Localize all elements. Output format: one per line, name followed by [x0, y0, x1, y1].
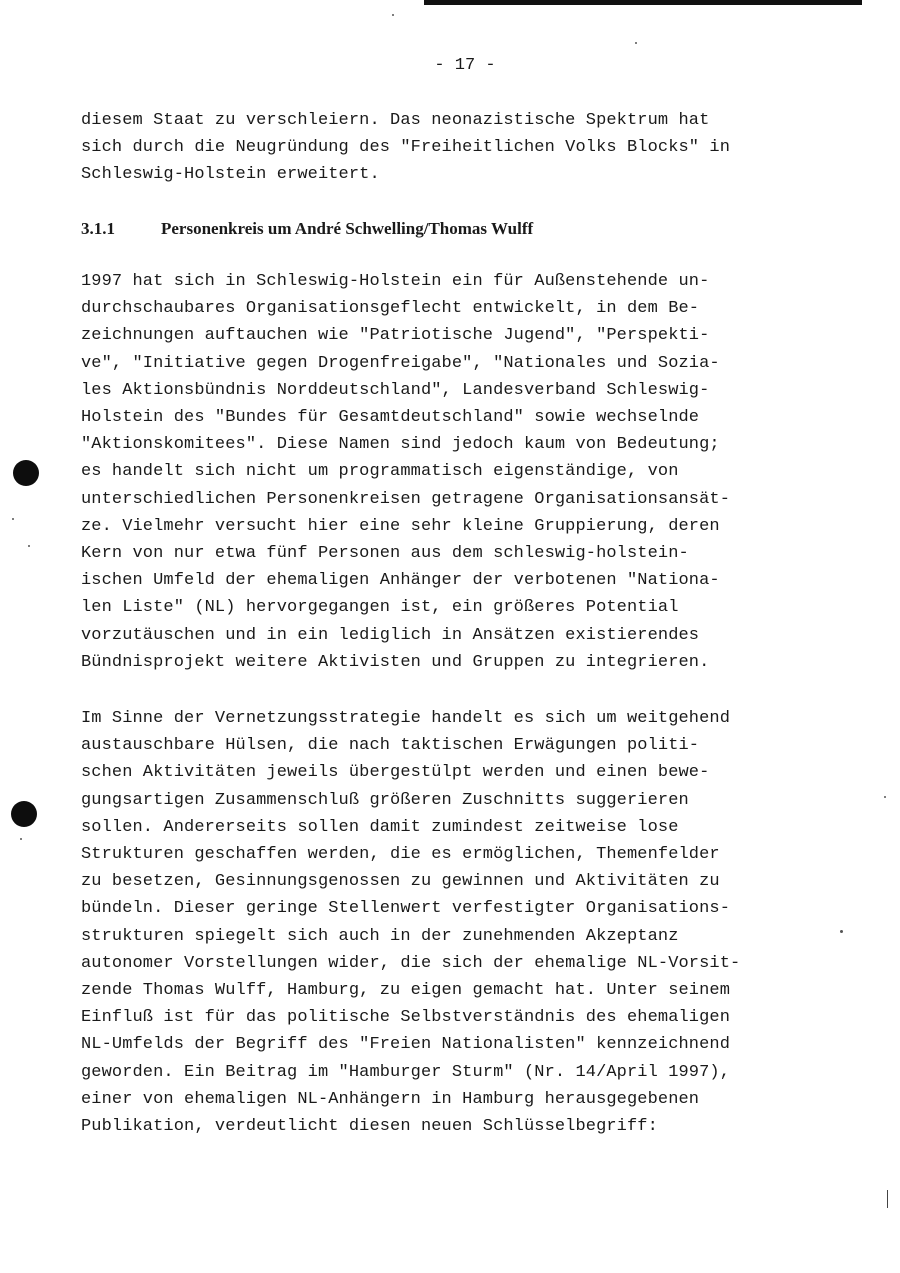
section-heading [81, 219, 533, 239]
text-line: Bündnisprojekt weitere Aktivisten und Gruppen zu integrieren. [81, 652, 710, 672]
text-line: geworden. Ein Beitrag im "Hamburger Sturm" (Nr. 14/April 1997), [81, 1062, 731, 1082]
text-line: sollen. Andererseits sollen damit zumindest zeitweise lose [81, 817, 679, 837]
text-line: NL-Umfelds der Begriff des "Freien Nationalisten" kennzeichnend [81, 1035, 731, 1055]
section-number: 3.1.1 [81, 219, 115, 238]
text-line: es handelt sich nicht um programmatisch eigenständige, von [81, 462, 679, 482]
text-line: austauschbare Hülsen, die nach taktischen Erwägungen politi- [81, 736, 700, 756]
text-line: len Liste" (NL) hervorgegangen ist, ein größeres Potential [81, 598, 679, 618]
text-line: les Aktionsbündnis Norddeutschland", Landesverband Schleswig- [81, 380, 710, 400]
text-line: Publikation, verdeutlicht diesen neuen Schlüsselbegriff: [81, 1117, 658, 1137]
text-line: durchschaubares Organisationsgeflecht entwickelt, in dem Be- [81, 299, 700, 319]
text-line: zende Thomas Wulff, Hamburg, zu eigen gemacht hat. Unter seinem [81, 981, 731, 1001]
text-line: zu besetzen, Gesinnungsgenossen zu gewinnen und Aktivitäten zu [81, 872, 720, 892]
paragraph-organisation [81, 268, 791, 676]
section-title: Personenkreis um André Schwelling/Thomas Wulff [161, 219, 534, 238]
scan-speck [884, 796, 886, 798]
text-line: Kern von nur etwa fünf Personen aus dem schleswig-holstein- [81, 544, 689, 564]
punch-hole-lower [11, 801, 37, 827]
text-line: 1997 hat sich in Schleswig-Holstein ein für Außenstehende un- [81, 272, 710, 291]
text-line: Im Sinne der Vernetzungsstrategie handelt es sich um weitgehend [81, 709, 731, 728]
text-line: Schleswig-Holstein erweitert. [81, 165, 380, 185]
text-line: ve", "Initiative gegen Drogenfreigabe", "Nationales und Sozia- [81, 353, 720, 373]
text-line: diesem Staat zu verschleiern. Das neonazistische Spektrum hat [81, 111, 710, 130]
scan-speck [28, 545, 30, 547]
text-line: Strukturen geschaffen werden, die es ermöglichen, Themenfelder [81, 845, 720, 865]
text-line: Holstein des "Bundes für Gesamtdeutschland" sowie wechselnde [81, 408, 700, 428]
top-scan-rule [424, 0, 862, 5]
text-line: gungsartigen Zusammenschluß größeren Zuschnitts suggerieren [81, 790, 689, 810]
scan-edge-mark [887, 1190, 888, 1208]
text-line: sich durch die Neugründung des "Freiheitlichen Volks Blocks" in [81, 138, 731, 158]
scan-speck [840, 930, 843, 933]
scan-speck [635, 42, 637, 44]
page-number: - 17 - [434, 56, 496, 75]
scan-speck [20, 838, 22, 840]
text-line: unterschiedlichen Personenkreisen getragene Organisationsansät- [81, 489, 731, 509]
text-line: zeichnungen auftauchen wie "Patriotische Jugend", "Perspekti- [81, 326, 710, 346]
scan-speck [392, 14, 394, 16]
text-line: Einfluß ist für das politische Selbstverständnis des ehemaligen [81, 1008, 731, 1028]
intro-paragraph [81, 107, 791, 189]
text-line: autonomer Vorstellungen wider, die sich der ehemalige NL-Vorsit- [81, 953, 741, 973]
scan-speck [12, 518, 14, 520]
text-line: vorzutäuschen und in ein lediglich in Ansätzen existierendes [81, 625, 700, 645]
text-line: strukturen spiegelt sich auch in der zunehmenden Akzeptanz [81, 926, 679, 946]
text-line: ischen Umfeld der ehemaligen Anhänger der verbotenen "Nationa- [81, 571, 720, 591]
paragraph-vernetzung [81, 705, 791, 1140]
text-line: einer von ehemaligen NL-Anhängern in Hamburg herausgegebenen [81, 1089, 700, 1109]
text-line: bündeln. Dieser geringe Stellenwert verfestigter Organisations- [81, 899, 731, 919]
text-line: schen Aktivitäten jeweils übergestülpt werden und einen bewe- [81, 763, 710, 783]
text-line: ze. Vielmehr versucht hier eine sehr kleine Gruppierung, deren [81, 516, 720, 536]
punch-hole-upper [13, 460, 39, 486]
text-line: "Aktionskomitees". Diese Namen sind jedoch kaum von Bedeutung; [81, 435, 720, 455]
